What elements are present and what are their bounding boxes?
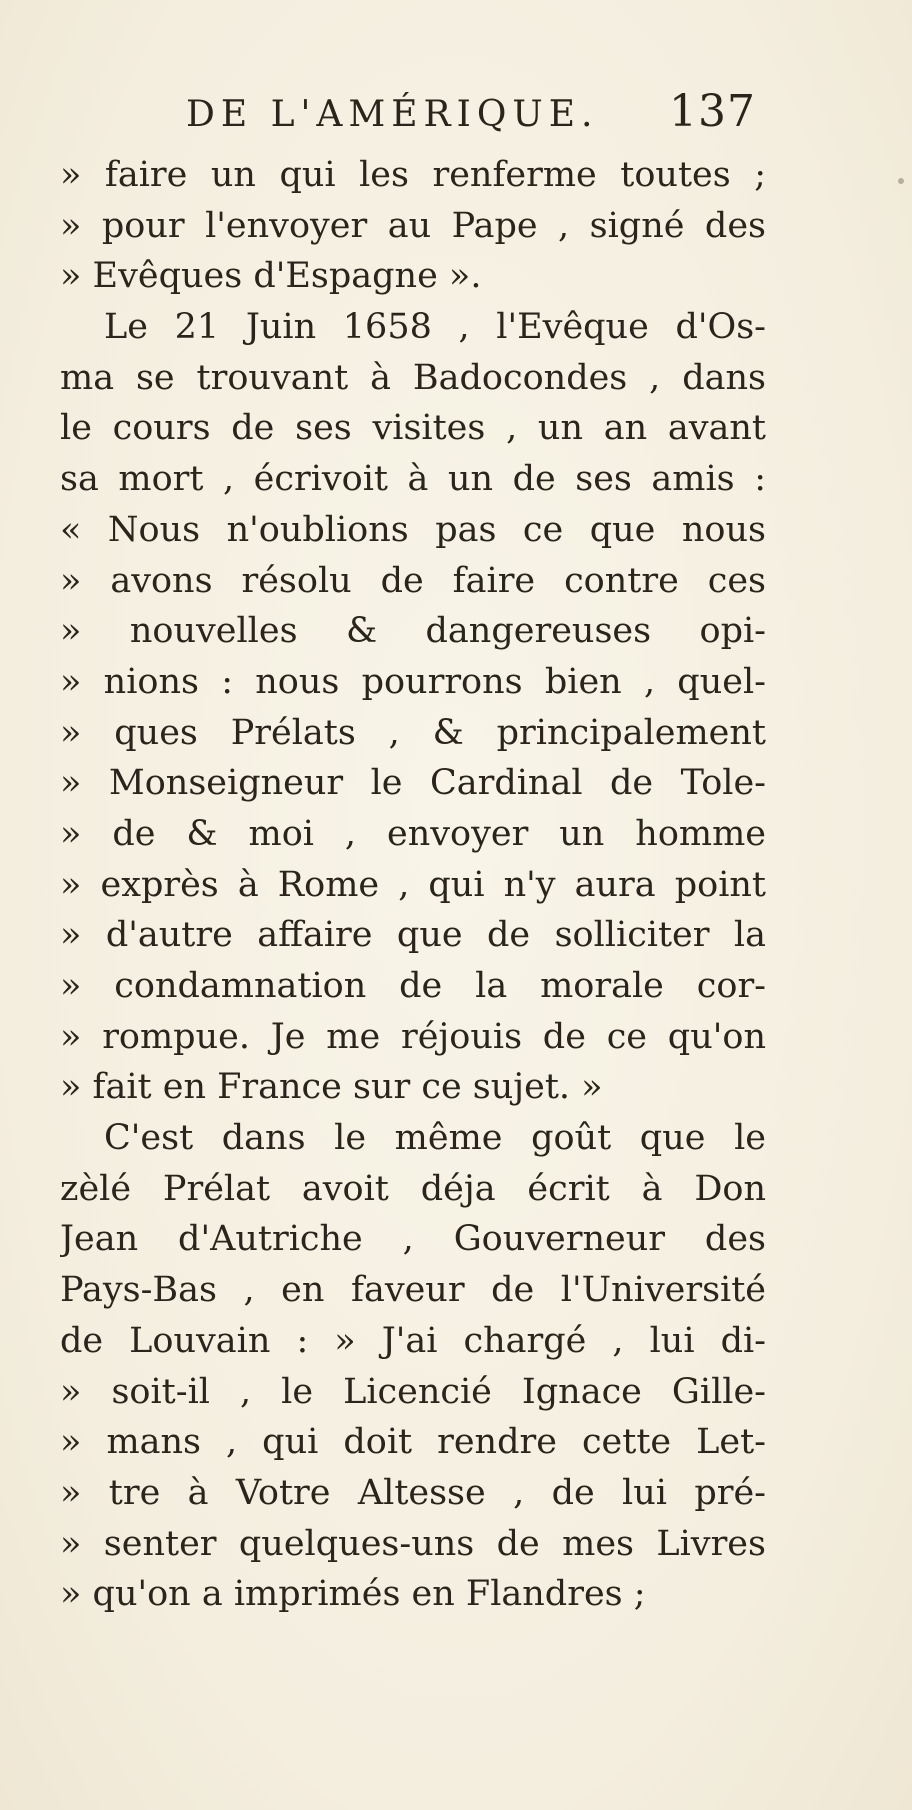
text-line: » exprès à Rome , qui n'y aura point (60, 864, 766, 905)
text-line: ma se trouvant à Badocondes , dans (60, 357, 766, 398)
text-line: » pour l'envoyer au Pape , signé des (60, 205, 766, 246)
text-line: » nions : nous pourrons bien , quel- (60, 661, 766, 702)
body-text (60, 150, 766, 1620)
text-line: » ques Prélats , & principalement (60, 712, 766, 753)
text-line: le cours de ses visites , un an avant (60, 408, 766, 449)
text-line: « Nous n'oublions pas ce que nous (60, 509, 766, 550)
text-line: » soit-il , le Licencié Ignace Gille- (60, 1371, 766, 1412)
text-line: Jean d'Autriche , Gouverneur des (60, 1219, 766, 1260)
ink-speck (898, 178, 904, 184)
text-line: » rompue. Je me réjouis de ce qu'on (60, 1016, 766, 1057)
text-line: » nouvelles & dangereuses opi- (60, 611, 766, 652)
page-number: 137 (669, 86, 756, 137)
text-line: » avons résolu de faire contre ces (60, 560, 766, 601)
paragraph-start-line: C'est dans le même goût que le (104, 1118, 766, 1159)
page-header (186, 86, 756, 146)
paragraph-start-line: Le 21 Juin 1658 , l'Evêque d'Os- (104, 307, 766, 348)
text-line: Pays-Bas , en faveur de l'Université (60, 1270, 766, 1311)
running-title: DE L'AMÉRIQUE. (186, 94, 599, 135)
text-line: » faire un qui les renferme toutes ; (60, 155, 766, 195)
text-line: » qu'on a imprimés en Flandres ; (60, 1574, 646, 1615)
text-line: » senter quelques-uns de mes Livres (60, 1523, 766, 1564)
text-line: » de & moi , envoyer un homme (60, 813, 766, 854)
text-line: » Monseigneur le Cardinal de Tole- (60, 763, 766, 804)
text-line: » condamnation de la morale cor- (60, 966, 766, 1006)
text-line: zèlé Prélat avoit déja écrit à Don (60, 1168, 766, 1209)
text-line: de Louvain : » J'ai chargé , lui di- (60, 1320, 766, 1361)
text-line: » fait en France sur ce sujet. » (60, 1067, 603, 1108)
text-line: sa mort , écrivoit à un de ses amis : (60, 459, 766, 500)
text-line: » mans , qui doit rendre cette Let- (60, 1422, 766, 1463)
text-line: » d'autre affaire que de solliciter la (60, 915, 766, 956)
text-line: » Evêques d'Espagne ». (60, 256, 482, 297)
text-line: » tre à Votre Altesse , de lui pré- (60, 1472, 766, 1513)
